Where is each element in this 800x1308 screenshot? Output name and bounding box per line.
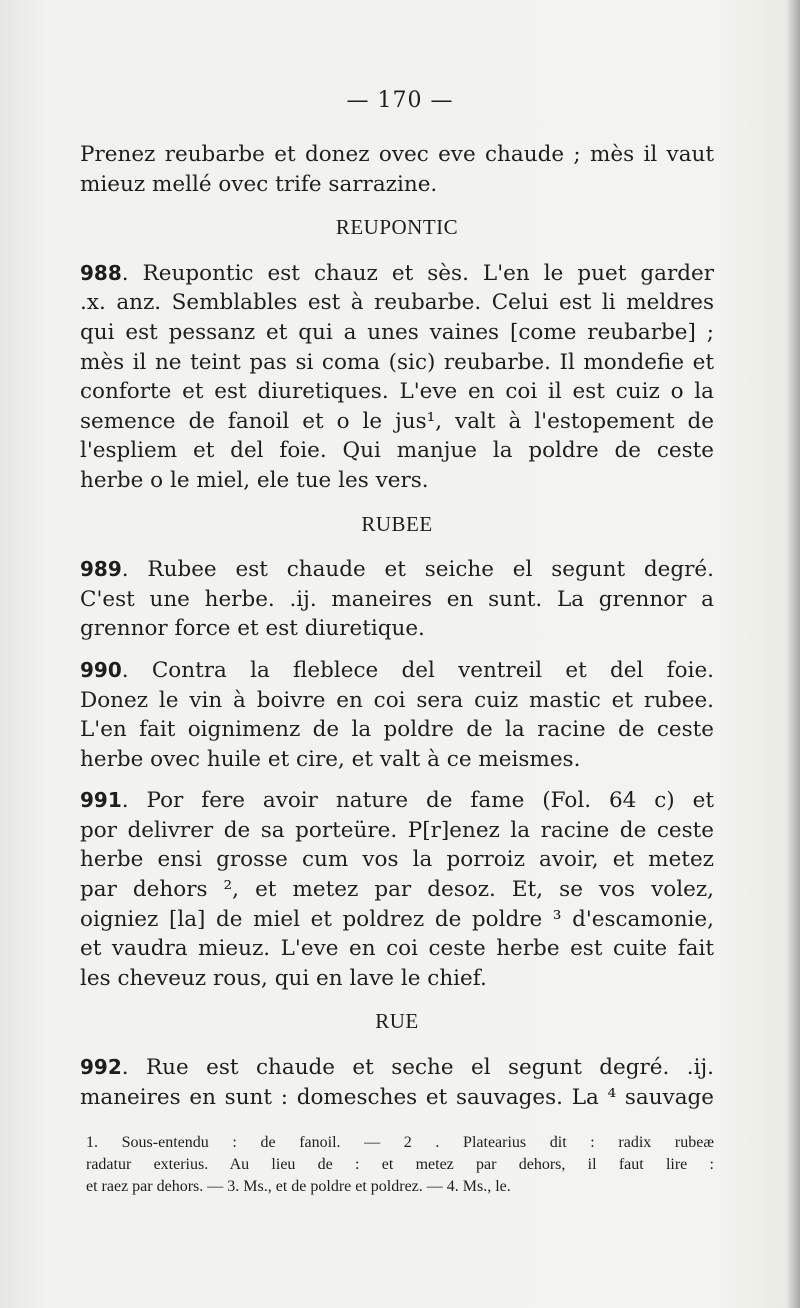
text-line [80,786,714,816]
text-line: oigniez [la] de miel et poldrez de poldre ³ d'escamonie, [80,906,714,932]
entry-990 [80,656,714,774]
section-heading-rubee: RUBEE [361,511,433,536]
line-text: . Rubee est chaude et seiche el segunt degré. [121,557,714,583]
text-line: por delivrer de sa porteüre. P[r]enez la racine de ceste [80,817,714,843]
text-line [80,656,714,686]
text-line: conforte et est diuretiques. L'eve en coi il est cuiz o la [80,379,714,405]
section-heading-rue: RUE [375,1009,419,1034]
entry-number: 992 [80,1055,122,1080]
intro-paragraph [80,140,714,199]
text-line: Donez le vin à boivre en coi sera cuiz mastic et rubee. [80,687,714,713]
main-text [80,140,714,1124]
entry-989 [80,555,714,644]
text-line: les cheveuz rous, qui en lave le chief. [80,965,487,991]
text-line: .x. anz. Semblables est à reubarbe. Celui est li meldres [80,290,714,316]
text-line: herbe ovec huile et cire, et valt à ce meismes. [80,746,581,772]
page-number: — 170 — [346,88,454,113]
text-line [80,1053,714,1083]
text-line: et vaudra mieuz. L'eve en coi ceste herbe est cuite fait [80,936,714,962]
footnotes [86,1132,714,1198]
text-line: grennor force et est diuretique. [80,616,425,642]
footnote-line: et raez par dehors. — 3. Ms., et de poldre et poldrez. — 4. Ms., le. [86,1178,511,1195]
text-line: mieuz mellé ovec trife sarrazine. [80,171,438,197]
entry-992 [80,1053,714,1112]
text-line [80,259,714,289]
entry-991 [80,786,714,993]
text-line: C'est une herbe. .ij. maneires en sunt. La grennor a [80,586,714,612]
entry-number: 991 [80,788,122,813]
line-text: . Rue est chaude et seche el segunt degré. .ij. [121,1055,714,1081]
text-line: maneires en sunt : domesches et sauvages. La ⁴ sauvage [80,1084,714,1110]
text-line: herbe o le miel, ele tue les vers. [80,467,429,493]
text-line: qui est pessanz et qui a unes vaines [come reubarbe] ; [80,319,714,345]
section-heading-reupontic: REUPONTIC [335,215,459,240]
line-text: . Reupontic est chauz et sès. L'en le puet garder [121,260,714,286]
line-text: . Contra la fleblece del ventreil et del foie. [121,657,714,683]
entry-number: 990 [80,657,122,682]
footnote-line: 1. Sous-entendu : de fanoil. — 2 . Platearius dit : radix rubeæ [86,1134,714,1151]
text-line: l'espliem et del foie. Qui manjue la poldre de ceste [80,438,714,464]
line-text: . Por fere avoir nature de fame (Fol. 64 c) et [121,788,714,814]
text-line: L'en fait oignimenz de la poldre de la racine de ceste [80,717,714,743]
text-line: Prenez reubarbe et donez ovec eve chaude ; mès il vaut [80,142,714,167]
page-spine-shadow [786,0,800,1308]
text-line: par dehors ², et metez par desoz. Et, se vos volez, [80,877,714,903]
text-line [80,555,714,585]
entry-number: 989 [80,557,122,582]
text-line: semence de fanoil et o le jus¹, valt à l'estopement de [80,408,714,434]
entry-number: 988 [80,260,122,285]
text-line: mès il ne teint pas si coma (sic) reubarbe. Il mondefie et [80,349,714,375]
footnote-line: radatur exterius. Au lieu de : et metez par dehors, il faut lire : [86,1156,714,1173]
text-line: herbe ensi grosse cum vos la porroiz avoir, et metez [80,847,714,873]
entry-988 [80,259,714,496]
